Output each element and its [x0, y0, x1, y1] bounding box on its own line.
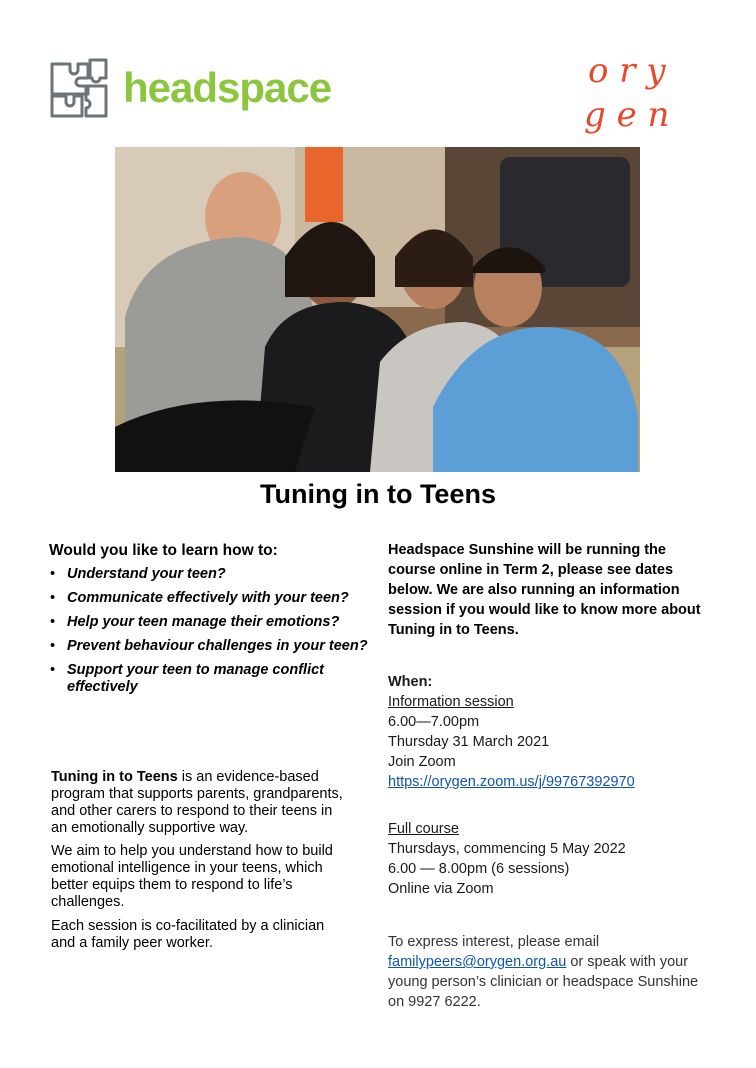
learn-list	[49, 566, 369, 703]
contact-intro: To express interest, please email	[388, 934, 600, 950]
full-course-dates: Thursdays, commencing 5 May 2022	[388, 841, 626, 857]
intro-paragraph: Headspace Sunshine will be running the course online in Term 2, please see dates below. We are also running an information session if you would like to know more about Tuning in to Teens.	[388, 542, 701, 638]
orygen-logo-line2: g e n	[584, 95, 670, 135]
info-session-time: 6.00—7.00pm	[388, 714, 480, 730]
headspace-puzzle-icon	[48, 56, 110, 120]
headspace-wordmark: headspace	[123, 64, 332, 111]
info-session-heading: Information session	[388, 694, 514, 710]
orygen-logo-line1: o r y	[588, 52, 666, 91]
orygen-logo	[578, 52, 706, 142]
full-course-block	[388, 819, 626, 899]
program-description	[51, 769, 351, 837]
zoom-link[interactable]: https://orygen.zoom.us/j/99767392970	[388, 774, 635, 790]
list-item: • Support your teen to manage conflict effectively	[49, 662, 369, 696]
facilitation-paragraph: Each session is co-facilitated by a clinician and a family peer worker.	[51, 918, 325, 951]
aim-paragraph: We aim to help you understand how to build emotional intelligence in your teens, which better equips them to respond to life’s challenges.	[51, 843, 333, 910]
contact-paragraph	[388, 932, 708, 1012]
list-item: • Understand your teen?	[49, 566, 369, 583]
headspace-logo	[48, 56, 338, 122]
info-session-date: Thursday 31 March 2021	[388, 734, 550, 750]
full-course-heading: Full course	[388, 821, 459, 837]
list-item: • Prevent behaviour challenges in your teen?	[49, 638, 369, 655]
email-link[interactable]: familypeers@orygen.org.au	[388, 954, 567, 970]
learn-heading: Would you like to learn how to:	[49, 542, 278, 559]
full-course-time: 6.00 — 8.00pm (6 sessions)	[388, 861, 570, 877]
family-photo	[115, 147, 640, 472]
list-item: • Help your teen manage their emotions?	[49, 614, 369, 631]
list-item: • Communicate effectively with your teen?	[49, 590, 369, 607]
full-course-mode: Online via Zoom	[388, 881, 494, 897]
info-session-block	[388, 692, 635, 792]
program-name: Tuning in to Teens	[51, 769, 178, 785]
program-description-text: is an evidence-based program that supports parents, grandparents, and other carers to respond to their teens in an emotionally supportive way.	[51, 769, 343, 836]
page-title: Tuning in to Teens	[260, 479, 496, 509]
contact-rest: or speak with your young person’s clinician or headspace Sunshine on 9927 6222.	[388, 954, 699, 1010]
info-session-join: Join Zoom	[388, 754, 456, 770]
when-label: When:	[388, 674, 433, 690]
